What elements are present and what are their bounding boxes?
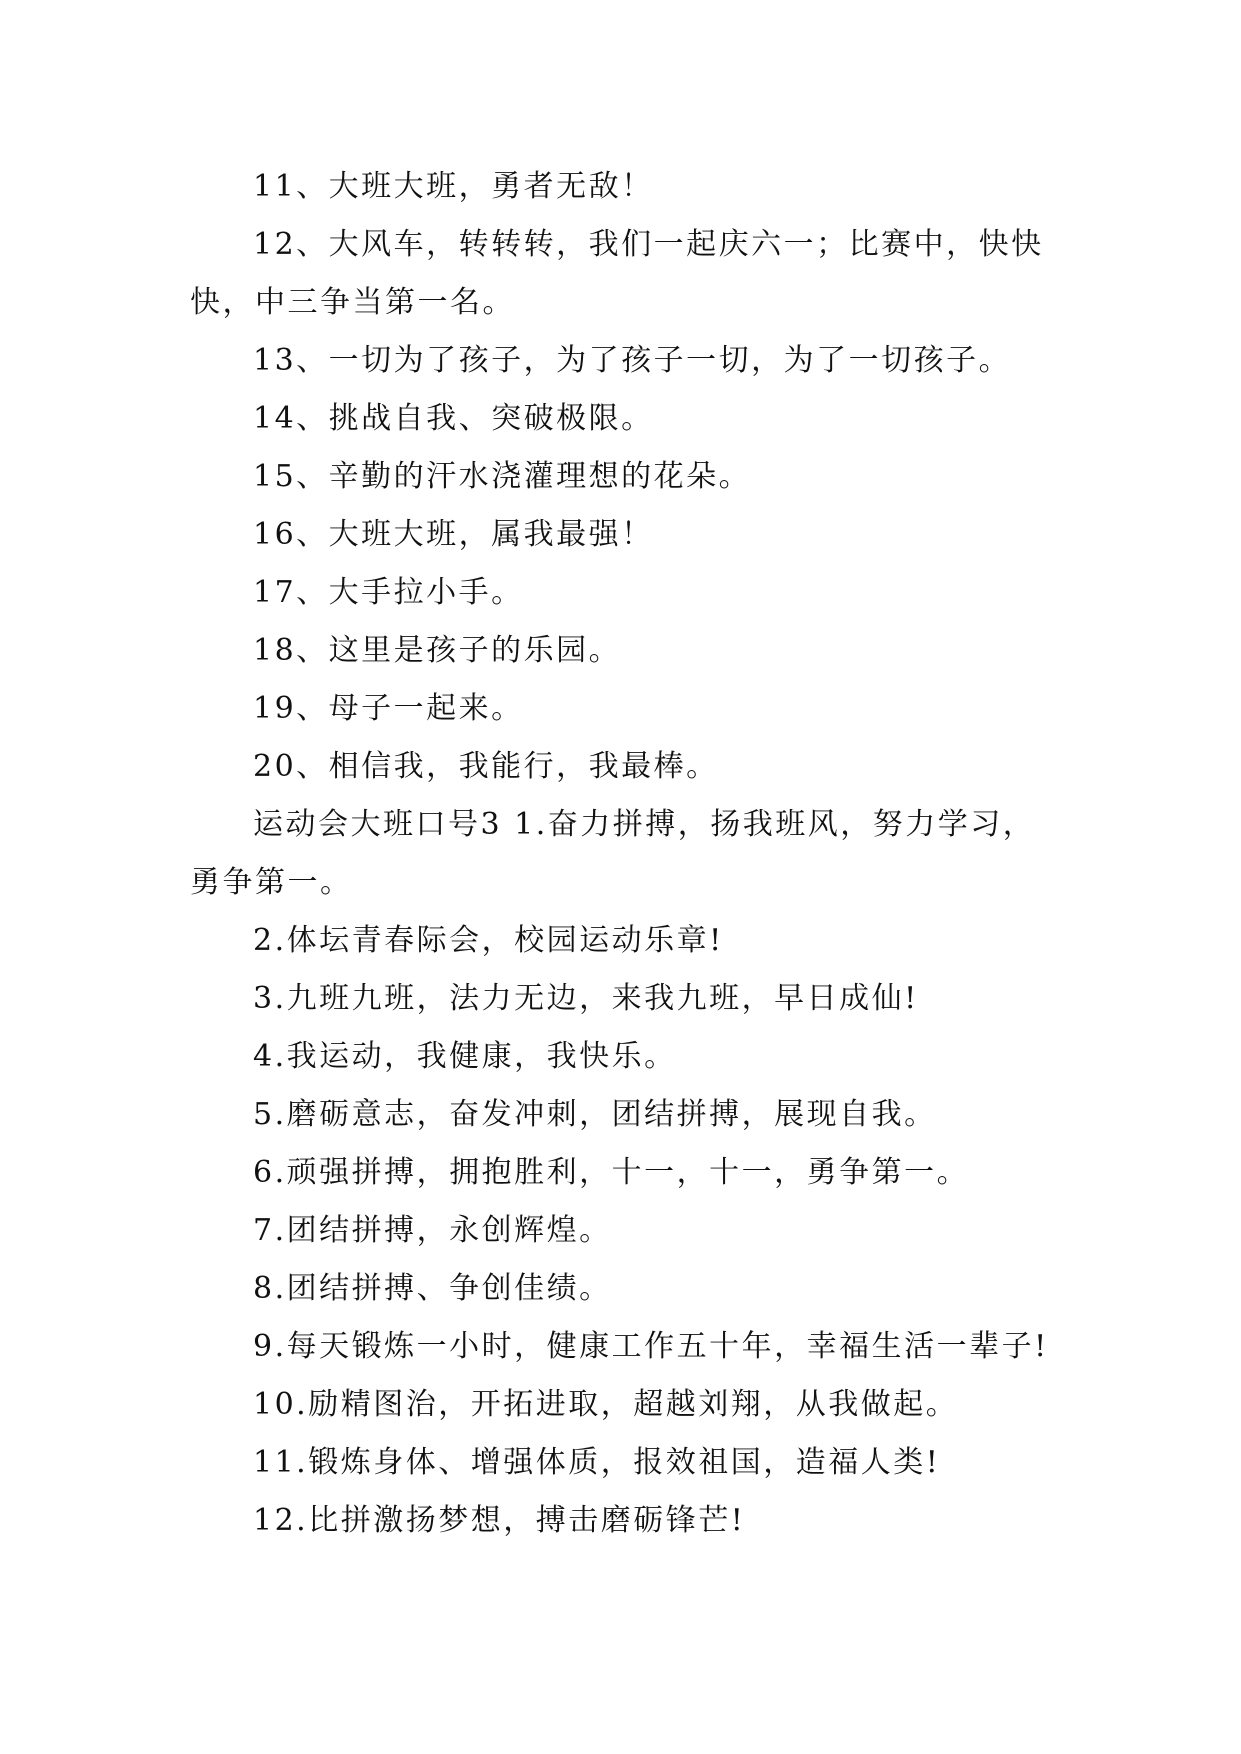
slogan-paragraph: 13、一切为了孩子，为了孩子一切，为了一切孩子。: [253, 343, 1012, 378]
slogan-paragraph: 19、母子一起来。: [253, 691, 524, 726]
slogan-paragraph: 7.团结拼搏，永创辉煌。: [253, 1213, 612, 1248]
slogan-paragraph: 5.磨砺意志，奋发冲刺，团结拼搏，展现自我。: [253, 1097, 937, 1132]
slogan-paragraph: 18、这里是孩子的乐园。: [253, 633, 622, 668]
slogan-paragraph: 8.团结拼搏、争创佳绩。: [253, 1271, 612, 1306]
document-body: [190, 158, 1050, 1550]
slogan-paragraph: 12、大风车，转转转，我们一起庆六一；比赛中，快快快，中三争当第一名。: [190, 227, 1044, 320]
slogan-paragraph: 9.每天锻炼一小时，健康工作五十年，幸福生活一辈子!: [253, 1329, 1049, 1364]
slogan-paragraph: 4.我运动，我健康，我快乐。: [253, 1039, 677, 1074]
slogan-paragraph: 6.顽强拼搏，拥抱胜利，十一，十一，勇争第一。: [253, 1155, 970, 1190]
slogan-paragraph: 15、辛勤的汗水浇灌理想的花朵。: [253, 459, 752, 494]
slogan-paragraph: 2.体坛青春际会，校园运动乐章!: [253, 923, 724, 958]
slogan-paragraph: 16、大班大班，属我最强！: [253, 517, 654, 552]
slogan-paragraph: 11.锻炼身体、增强体质，报效祖国，造福人类!: [253, 1445, 941, 1480]
slogan-paragraph: 12.比拼激扬梦想，搏击磨砺锋芒!: [253, 1503, 746, 1538]
slogan-paragraph: 3.九班九班，法力无边，来我九班，早日成仙!: [253, 981, 919, 1016]
section-heading-paragraph: 运动会大班口号3 1.奋力拼搏，扬我班风，努力学习，勇争第一。: [190, 807, 1036, 900]
slogan-paragraph: 10.励精图治，开拓进取，超越刘翔，从我做起。: [253, 1387, 959, 1422]
slogan-paragraph: 14、挑战自我、突破极限。: [253, 401, 654, 436]
slogan-paragraph: 20、相信我，我能行，我最棒。: [253, 749, 719, 784]
slogan-paragraph: 11、大班大班，勇者无敌！: [253, 169, 654, 204]
slogan-paragraph: 17、大手拉小手。: [253, 575, 524, 610]
